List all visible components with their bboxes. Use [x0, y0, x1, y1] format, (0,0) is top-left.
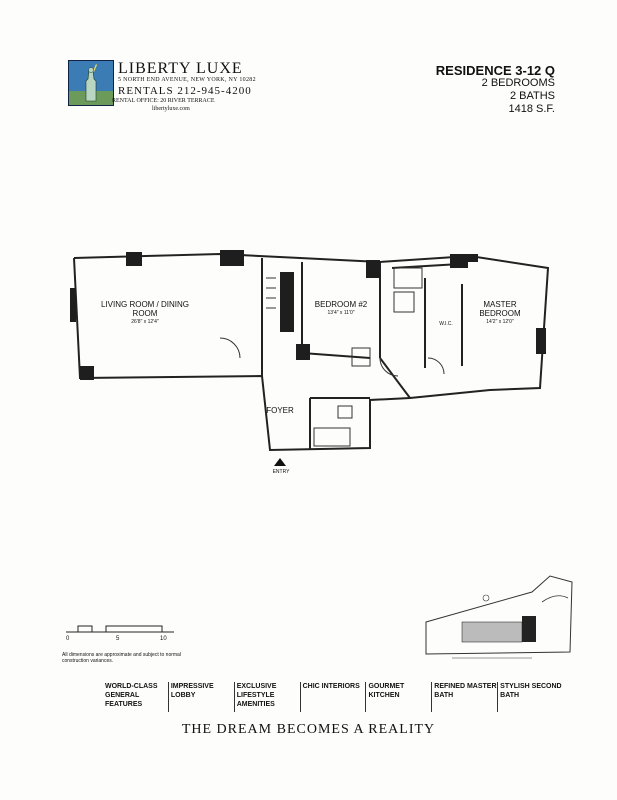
room-living-dimensions: 26'8" x 12'4": [131, 319, 159, 325]
scale-label-10: 10: [160, 636, 167, 642]
room-master-dimensions: 14'2" x 12'0": [486, 319, 514, 325]
room-master-bedroom: [474, 300, 526, 327]
residence-bedrooms: 2 BEDROOMS: [481, 77, 555, 89]
residence-info: [436, 64, 555, 116]
statue-of-liberty-logo: [68, 60, 114, 106]
room-bedroom-2: [314, 300, 368, 318]
scale-label-0: 0: [66, 636, 70, 642]
floor-plan: [70, 248, 560, 478]
feature-list: [103, 682, 563, 712]
key-plan-drawing: [422, 572, 582, 668]
room-living-name: LIVING ROOM / DINING ROOM: [100, 300, 189, 318]
room-wic: W.I.C.: [439, 321, 453, 327]
residence-area: 1418 S.F.: [508, 103, 555, 115]
feature-amenities[interactable]: EXCLUSIVE LIFESTYLE AMENITIES: [234, 682, 300, 712]
scale-bar: [62, 622, 182, 650]
room-living-dining: [100, 300, 190, 327]
brand-website: libertyluxe.com: [152, 106, 190, 112]
room-bedroom2-dimensions: 13'4" x 11'0": [327, 310, 355, 316]
tagline: THE DREAM BECOMES A REALITY: [181, 722, 436, 737]
floor-plan-drawing: [70, 248, 560, 478]
feature-interiors[interactable]: CHIC INTERIORS: [300, 682, 366, 712]
brand-office: RENTAL OFFICE: 20 RIVER TERRACE: [112, 98, 215, 104]
scale-note: All dimensions are approximate and subject to normal construction variances.: [62, 652, 181, 664]
key-plan: [422, 572, 582, 668]
room-bedroom2-name: BEDROOM #2: [314, 300, 368, 309]
room-master-name: MASTER BEDROOM: [479, 300, 521, 318]
scale-label-5: 5: [116, 636, 120, 642]
entry-label: ENTRY: [272, 469, 290, 475]
room-foyer: FOYER: [266, 406, 294, 415]
feature-master-bath[interactable]: REFINED MASTER BATH: [431, 682, 497, 712]
residence-title: RESIDENCE 3-12 Q: [435, 63, 555, 78]
feature-lobby[interactable]: IMPRESSIVE LOBBY: [168, 682, 234, 712]
feature-second-bath[interactable]: STYLISH SECOND BATH: [497, 682, 563, 712]
brand-name: LIBERTY LUXE: [118, 60, 243, 77]
brand-address: 5 NORTH END AVENUE, NEW YORK, NY 10282: [118, 77, 256, 83]
brand-phone: RENTALS 212-945-4200: [118, 85, 252, 97]
residence-baths: 2 BATHS: [509, 90, 555, 102]
feature-kitchen[interactable]: GOURMET KITCHEN: [365, 682, 431, 712]
feature-general[interactable]: WORLD-CLASS GENERAL FEATURES: [105, 683, 158, 708]
